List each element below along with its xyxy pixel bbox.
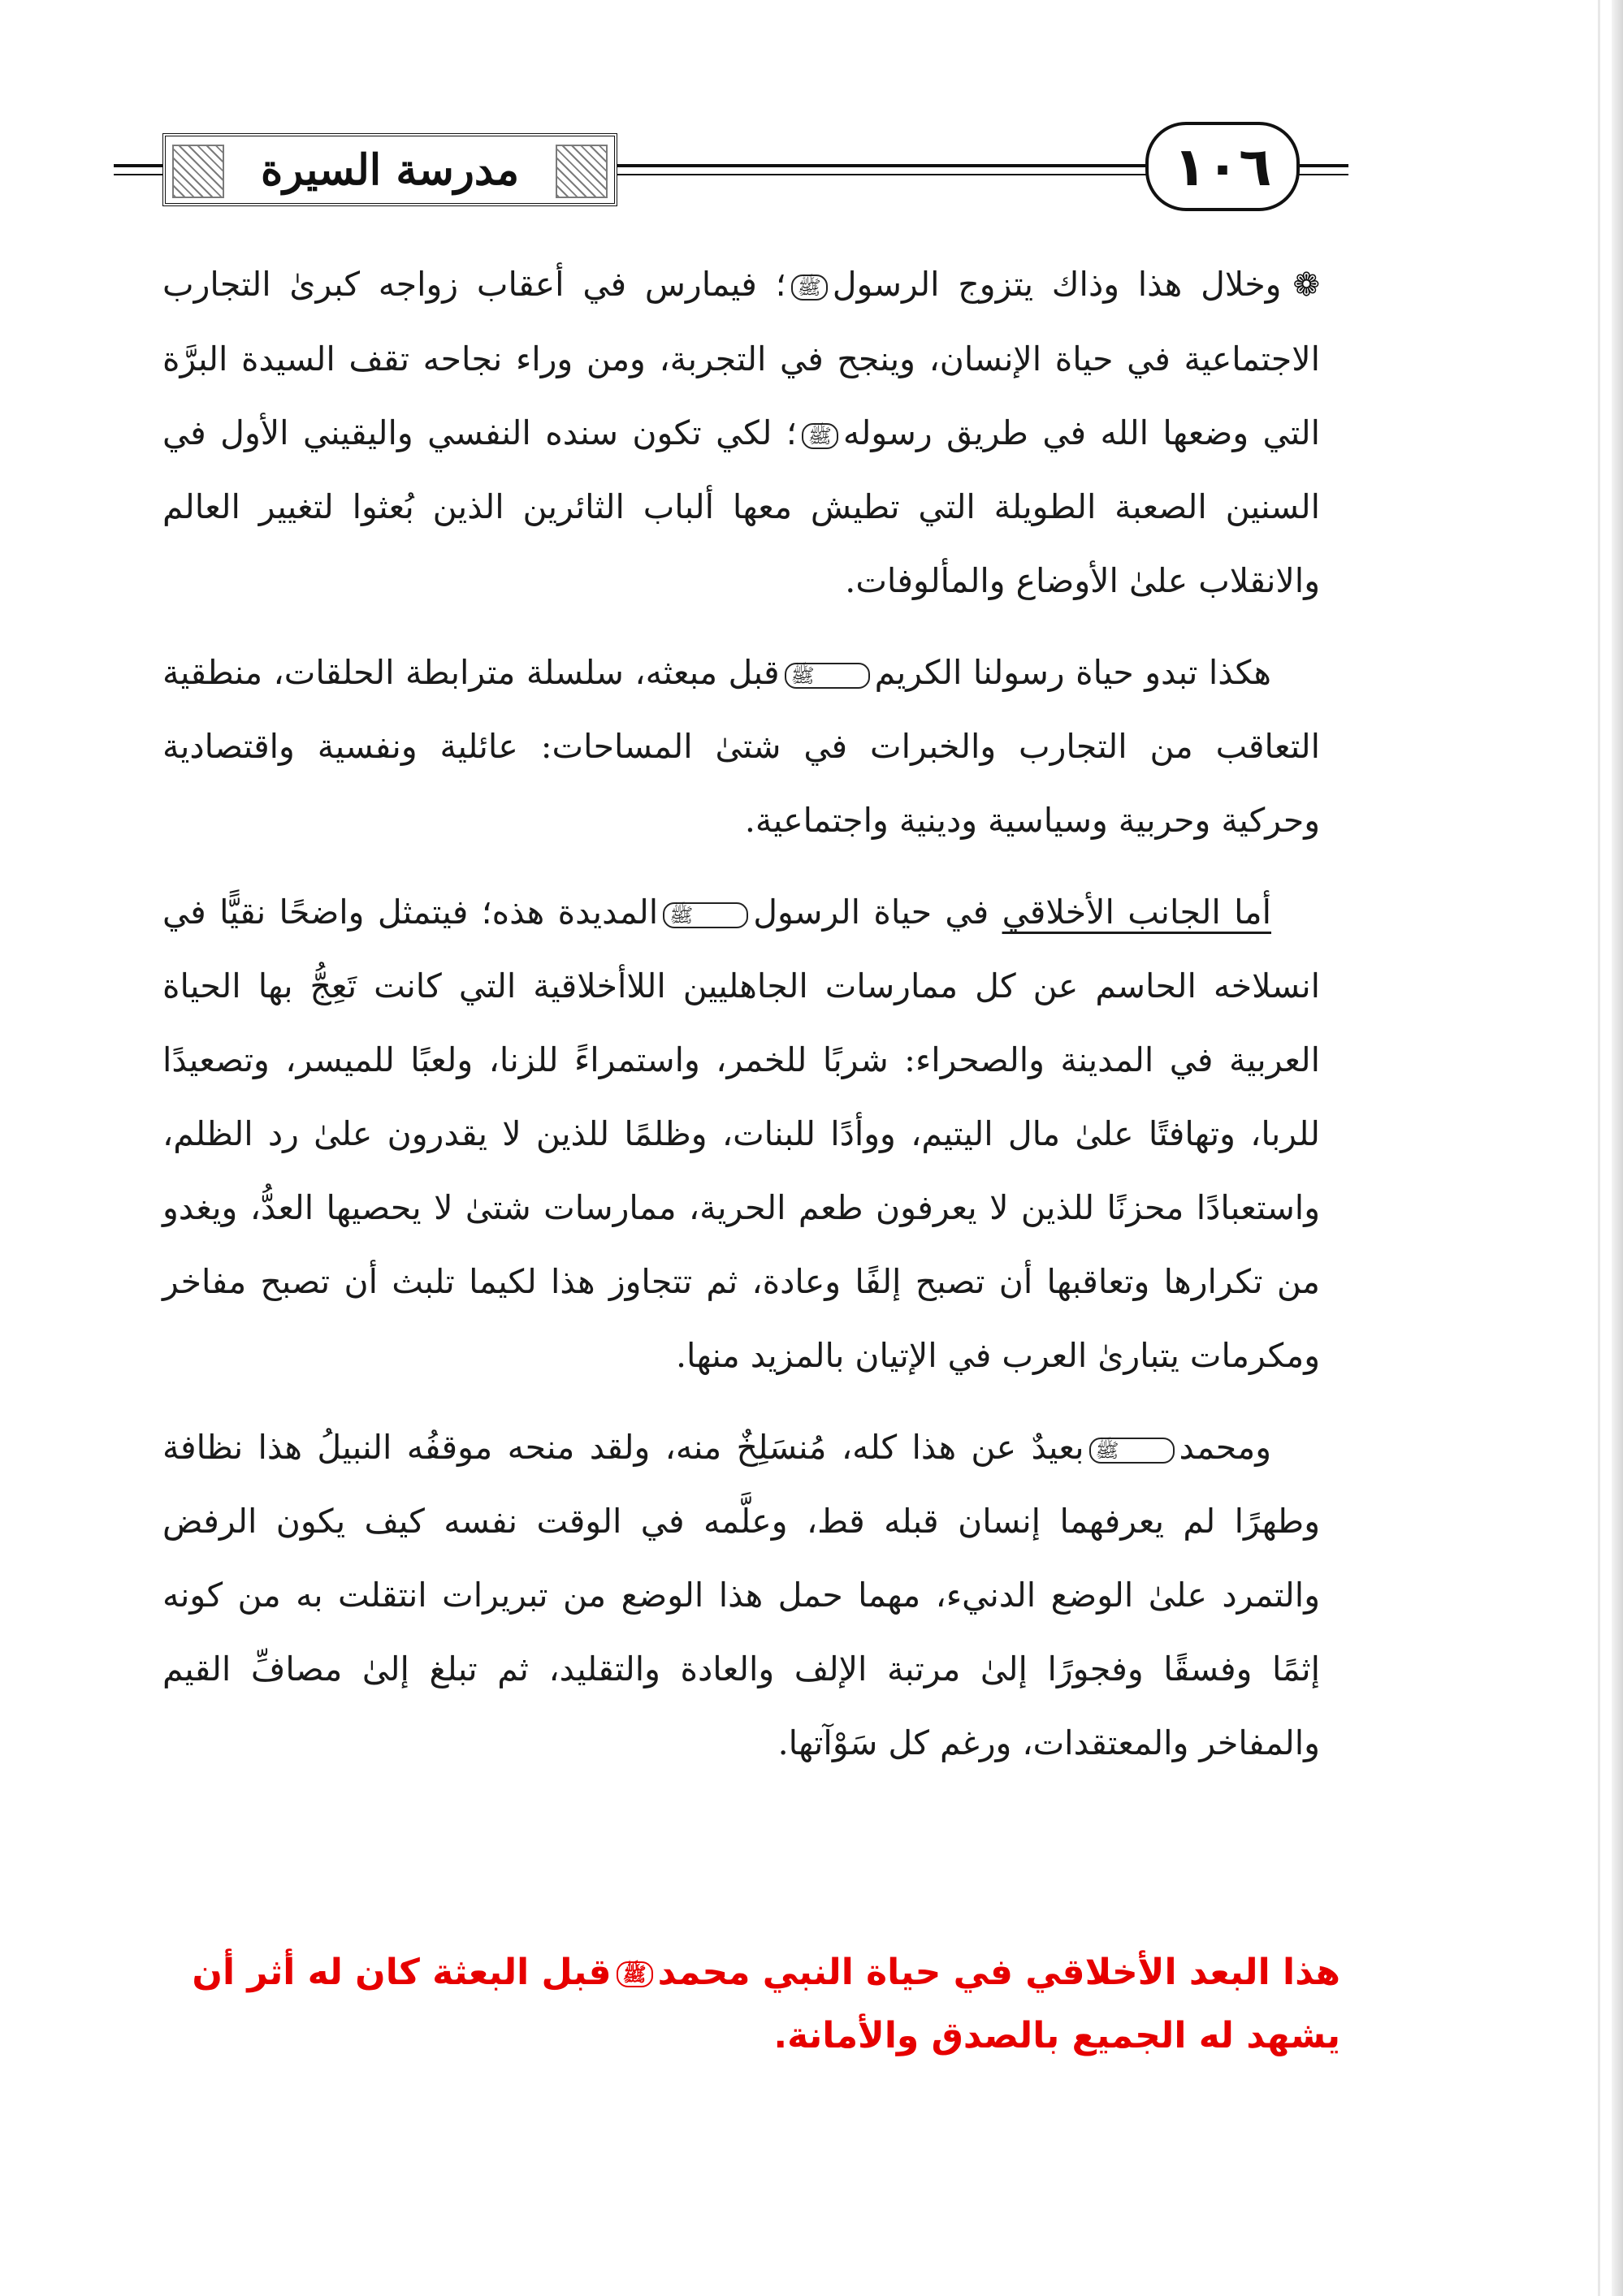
pbuh-ligature-icon: ﷺ (663, 902, 748, 928)
paragraph-text: في حياة الرسول (753, 893, 989, 932)
highlight-text: قبل البعثة كان له أثر أن يشهد له الجميع بالصدق والأمانة. (192, 1952, 1340, 2056)
paragraph-text: قبل مبعثه، سلسلة مترابطة الحلقات، منطقية التعاقب من التجارب والخبرات في شتىٰ المساحات: عائلية ونفسية واقتصادية وحركية وحربية وسياسية ودينية واجتماعية. (162, 653, 1320, 840)
paragraph-text: المديدة هذه؛ فيتمثل واضحًا نقيًّا في انسلاخه الحاسم عن كل ممارسات الجاهليين اللاأخلاقية التي كانت تَعِجُّ بها الحياة العربية في المدينة والصحراء: شربًا للخمر، واستمراءً للزنا، ولعبًا للميسر، وتصعيدًا للربا، وتهافتًا علىٰ مال اليتيم، ووأدًا للبنات، وظلمًا للذين لا يقدرون علىٰ رد الظلم، واستعبادًا محزنًا للذين لا يعرفون طعم الحرية، ممارسات شتىٰ لا يحصيها العدُّ، ويغدو من تكرارها وتعاقبها أن تصبح إلفًا وعادة، ثم تتجاوز هذا لكيما تلبث أن تصبح مفاخر ومكرمات يتبارىٰ العرب في الإتيان بالمزيد منها. (162, 893, 1320, 1375)
underlined-phrase: أما الجانب الأخلاقي (1002, 893, 1271, 932)
book-title: مدرسة السيرة (260, 145, 520, 195)
flower-ornament-icon: ❁ (1292, 266, 1320, 304)
body-text (162, 248, 1320, 1798)
paragraph-2 (162, 636, 1320, 858)
page-number-frame (1145, 122, 1300, 211)
red-highlight-note (138, 1941, 1340, 2068)
book-title-cartouche (162, 133, 617, 206)
pbuh-ligature-icon: ﷺ (802, 423, 838, 449)
highlight-text: هذا البعد الأخلاقي في حياة النبي محمد (657, 1952, 1340, 1993)
paragraph-text: بعيدٌ عن هذا كله، مُنسَلِخٌ منه، ولقد منحه موقفُه النبيلُ هذا نظافة وطهرًا لم يعرفهما إنسان قبله قط، وعلَّمه في الوقت نفسه كيف يكون الرفض والتمرد علىٰ الوضع الدنيء، مهما حمل هذا الوضع من تبريرات انتقلت به من كونه إثمًا وفسقًا وفجورًا إلىٰ مرتبة الإلف والعادة والتقليد، ثم تبلغ إلىٰ مصافِّ القيم والمفاخر والمعتقدات، ورغم كل سَوْآتها. (162, 1428, 1320, 1762)
paragraph-text: وخلال هذا وذاك يتزوج الرسول (832, 265, 1282, 304)
page-edge-line (1598, 0, 1600, 2296)
page-number: ١٠٦ (1173, 135, 1272, 198)
pbuh-ligature-icon: ﷺ (1089, 1438, 1175, 1464)
paragraph-text: هكذا تبدو حياة رسولنا الكريم (874, 653, 1272, 692)
pbuh-ligature-icon: ﷺ (785, 663, 870, 689)
paragraph-text: ؛ لكي تكون سنده النفسي واليقيني الأول في السنين الصعبة الطويلة التي تطيش معها ألباب الثائرين الذين بُعثوا لتغيير العالم والانقلاب علىٰ الأوضاع والمألوفات. (162, 413, 1320, 600)
paragraph-1 (162, 248, 1320, 618)
page-edge-shadow (1612, 0, 1623, 2296)
paragraph-text: ؛ فيمارس في أعقاب زواجه كبرىٰ التجارب الاجتماعية في حياة الإنسان، وينجح في التجربة، ومن وراء نجاحه تقف السيدة البرَّة التي وضعها الله في طريق رسوله (162, 265, 1320, 452)
paragraph-4 (162, 1411, 1320, 1780)
paragraph-3 (162, 876, 1320, 1393)
pbuh-ligature-icon: ﷺ (617, 1961, 653, 1987)
paragraph-text: ومحمد (1179, 1428, 1271, 1467)
pbuh-ligature-icon: ﷺ (791, 275, 828, 301)
page-header (114, 122, 1348, 219)
